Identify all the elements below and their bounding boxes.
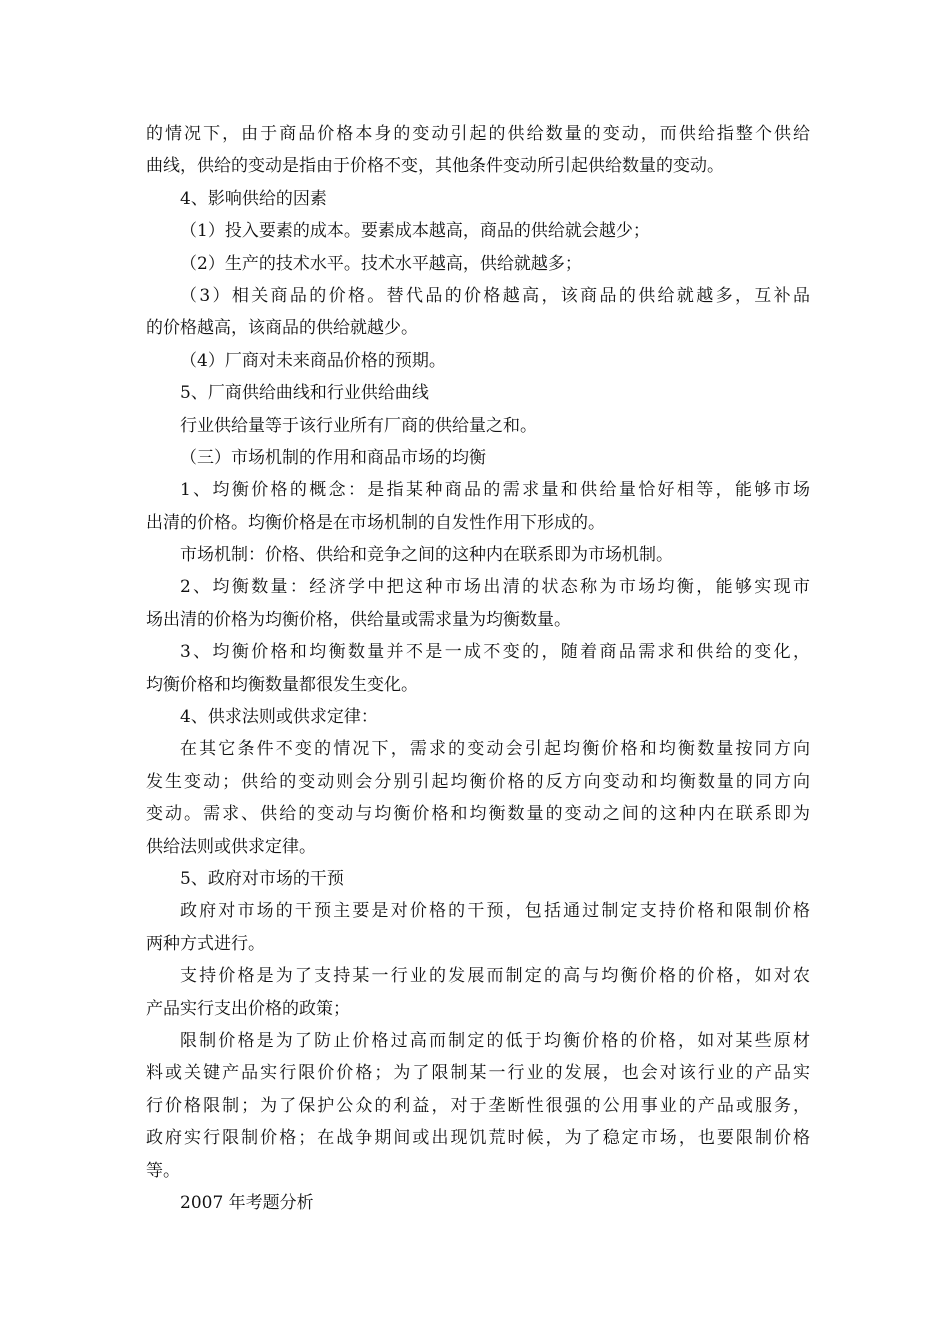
text-line: 产品实行支出价格的政策；	[146, 998, 350, 1019]
text-line: 2007 年考题分析	[180, 1192, 314, 1213]
text-line: 两种方式进行。	[146, 933, 265, 954]
text-line: 出清的价格。均衡价格是在市场机制的自发性作用下形成的。	[146, 512, 605, 533]
text-line: 均衡价格和均衡数量都很发生变化。	[146, 674, 418, 695]
text-line: 限制价格是为了防止价格过高而制定的低于均衡价格的价格，如对某些原材	[180, 1030, 810, 1051]
text-line: 4、影响供给的因素	[180, 188, 327, 209]
text-line: （4）厂商对未来商品价格的预期。	[180, 350, 446, 371]
text-line: 行价格限制；为了保护公众的利益，对于垄断性很强的公用事业的产品或服务，	[146, 1095, 810, 1116]
text-line: 4、供求法则或供求定律：	[180, 707, 378, 728]
text-line: （三）市场机制的作用和商品市场的均衡	[180, 447, 486, 468]
text-line: 政府对市场的干预主要是对价格的干预，包括通过制定支持价格和限制价格	[180, 901, 810, 922]
text-line: 5、厂商供给曲线和行业供给曲线	[180, 383, 429, 404]
text-line: 市场机制：价格、供给和竞争之间的这种内在联系即为市场机制。	[180, 545, 673, 566]
text-line: 发生变动；供给的变动则会分别引起均衡价格的反方向变动和均衡数量的同方向	[146, 771, 810, 792]
text-line: 变动。需求、供给的变动与均衡价格和均衡数量的变动之间的这种内在联系即为	[146, 804, 810, 825]
text-line: 政府实行限制价格；在战争期间或出现饥荒时候，为了稳定市场，也要限制价格	[146, 1128, 810, 1149]
text-line: 1、均衡价格的概念：是指某种商品的需求量和供给量恰好相等，能够市场	[180, 480, 810, 501]
text-line: 2、均衡数量：经济学中把这种市场出清的状态称为市场均衡，能够实现市	[180, 577, 810, 598]
text-line: 场出清的价格为均衡价格，供给量或需求量为均衡数量。	[146, 609, 571, 630]
document-page	[146, 118, 810, 1219]
text-line: 3、均衡价格和均衡数量并不是一成不变的，随着商品需求和供给的变化，	[180, 642, 810, 663]
text-line: 的情况下，由于商品价格本身的变动引起的供给数量的变动，而供给指整个供给	[146, 124, 810, 144]
text-line: 料或关键产品实行限价价格；为了限制某一行业的发展，也会对该行业的产品实	[146, 1063, 810, 1084]
text-line: （3）相关商品的价格。替代品的价格越高，该商品的供给就越多，互补品	[180, 285, 810, 306]
text-line: 支持价格是为了支持某一行业的发展而制定的高与均衡价格的价格，如对农	[180, 966, 810, 987]
text-line: （1）投入要素的成本。要素成本越高，商品的供给就会越少；	[180, 221, 650, 242]
text-line: 曲线，供给的变动是指由于价格不变，其他条件变动所引起供给数量的变动。	[146, 156, 724, 177]
text-line: 等。	[146, 1160, 180, 1181]
text-line: 行业供给量等于该行业所有厂商的供给量之和。	[180, 415, 537, 436]
text-line: 的价格越高，该商品的供给就越少。	[146, 318, 418, 339]
text-line: （2）生产的技术水平。技术水平越高，供给就越多；	[180, 253, 582, 274]
text-line: 供给法则或供求定律。	[146, 836, 316, 857]
text-line: 5、政府对市场的干预	[180, 868, 344, 889]
text-line: 在其它条件不变的情况下，需求的变动会引起均衡价格和均衡数量按同方向	[180, 739, 810, 760]
